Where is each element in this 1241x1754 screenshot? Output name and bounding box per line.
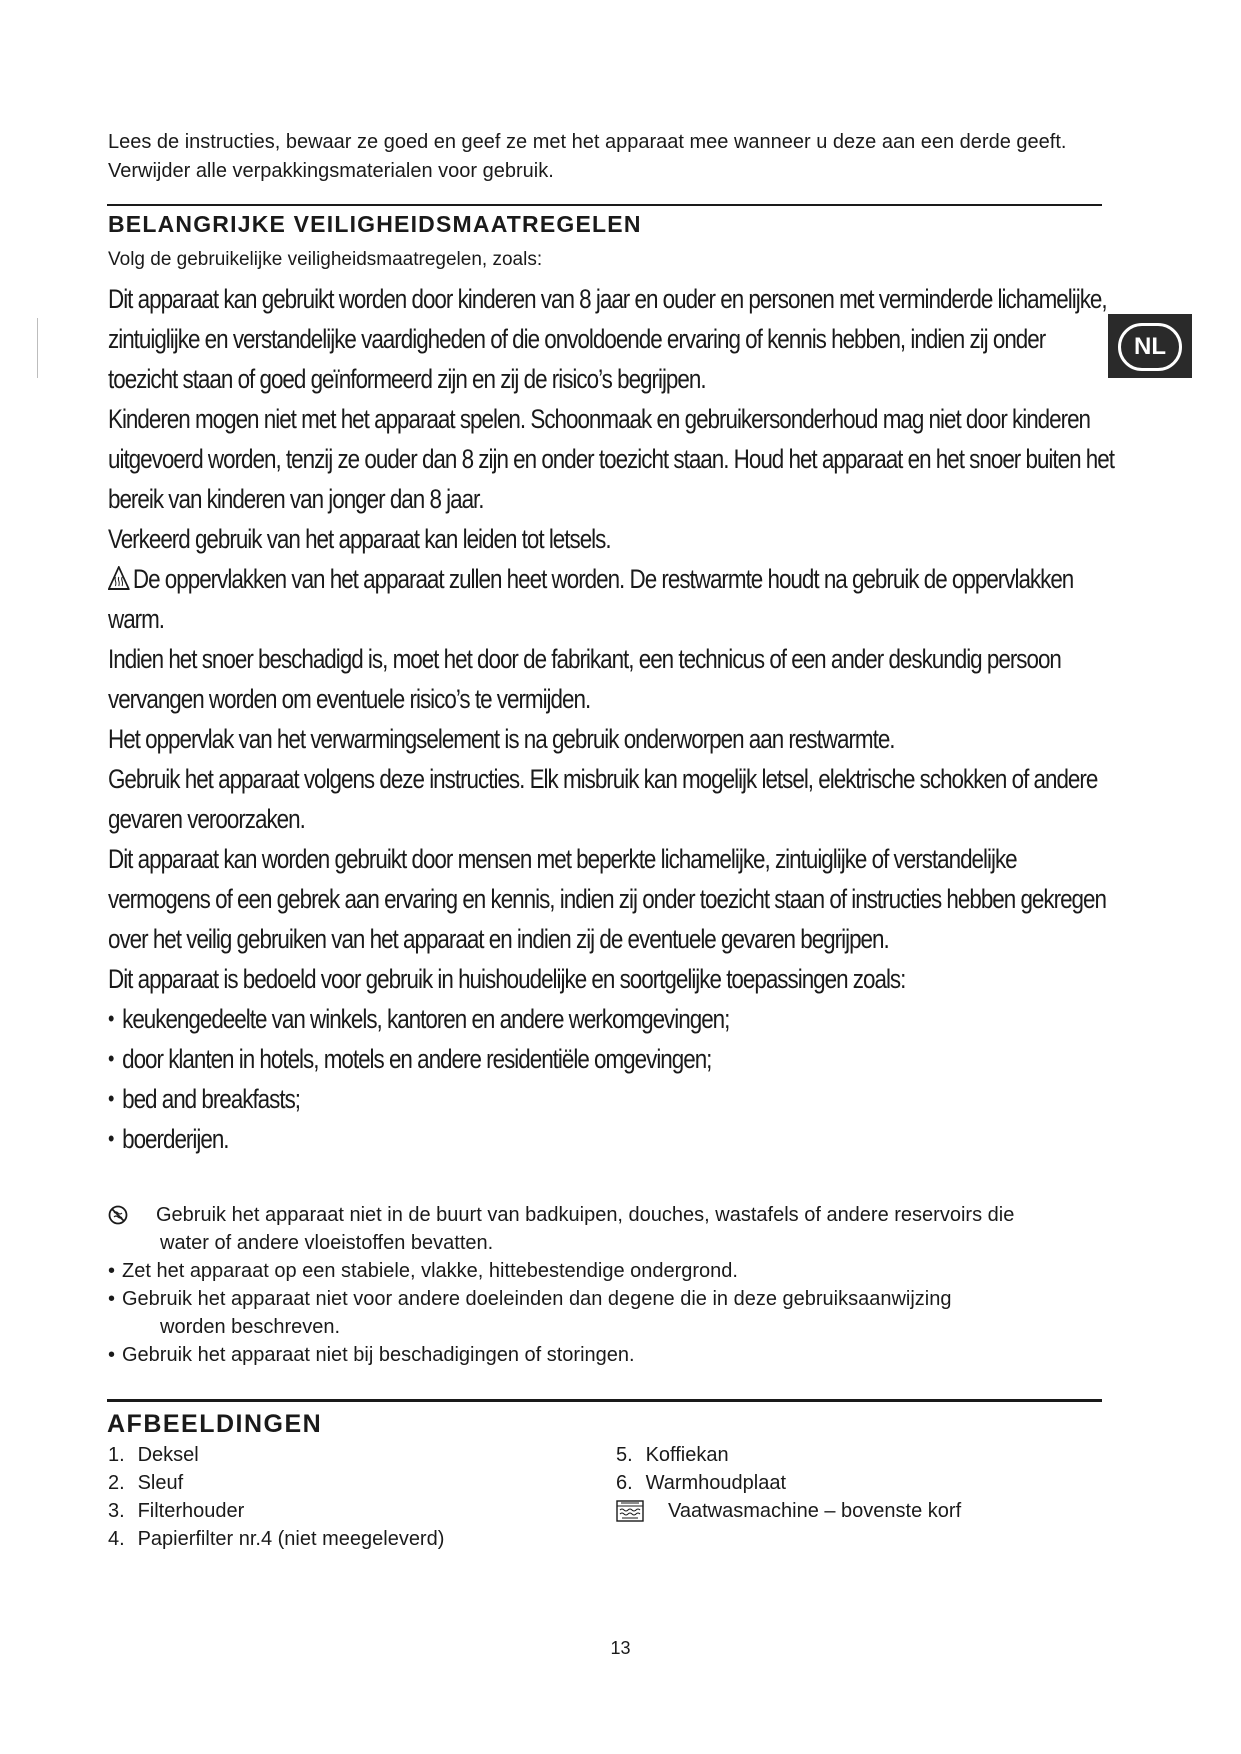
hot-surface-warning-icon	[108, 566, 130, 590]
margin-mark	[37, 318, 38, 378]
small-bullet: • Gebruik het apparaat niet voor andere doeleinden dan degene die in deze gebruiksaanwijzing	[108, 1288, 952, 1310]
safety-paragraph: Gebruik het apparaat volgens deze instructies. Elk misbruik kan mogelijk letsel, elektrische schokken of andere gevaren veroorzaken.	[108, 764, 1098, 834]
figure-item: 3. Filterhouder	[108, 1500, 245, 1522]
small-bullet-text: Zet het apparaat op een stabiele, vlakke, hittebestendige ondergrond.	[122, 1260, 738, 1282]
water-warning-text: Gebruik het apparaat niet in de buurt van badkuipen, douches, wastafels of andere reservoirs die	[156, 1204, 1015, 1226]
dishwasher-label: Vaatwasmachine – bovenste korf	[668, 1500, 962, 1522]
section-divider	[107, 1399, 1102, 1402]
figure-item: 4. Papierfilter nr.4 (niet meegeleverd)	[108, 1528, 445, 1550]
small-bullet-continued: worden beschreven.	[160, 1316, 341, 1338]
small-bullet-text: Gebruik het apparaat niet voor andere doeleinden dan degene die in deze gebruiksaanwijzing	[122, 1288, 952, 1310]
figure-item: 1. Deksel	[108, 1444, 199, 1466]
figure-item: 2. Sleuf	[108, 1472, 184, 1494]
usage-bullet: • bed and breakfasts;	[108, 1079, 1118, 1119]
safety-subheading: Volg de gebruikelijke veiligheidsmaatregelen, zoals:	[108, 249, 543, 270]
small-bullet: • Gebruik het apparaat niet bij beschadigingen of storingen.	[108, 1344, 635, 1366]
safety-paragraph: Dit apparaat kan worden gebruikt door mensen met beperkte lichamelijke, zintuiglijke of verstandelijke vermogens of een gebrek aan ervaring en kennis, indien zij onder toezicht staan of instructies hebben gekregen over het veilig gebruiken van het apparaat en indien zij de eventuele gevaren begrijpen.	[108, 844, 1106, 954]
safety-paragraph: Verkeerd gebruik van het apparaat kan leiden tot letsels.	[108, 524, 611, 554]
no-water-icon	[108, 1205, 128, 1225]
language-badge	[1108, 314, 1192, 378]
safety-paragraph: Indien het snoer beschadigd is, moet het door de fabrikant, een technicus of een ander deskundig persoon vervangen worden om eventuele risico’s te vermijden.	[108, 644, 1061, 714]
small-bullet: • Zet het apparaat op een stabiele, vlakke, hittebestendige ondergrond.	[108, 1260, 738, 1282]
figure-list-left	[108, 1441, 444, 1553]
figure-item: 6. Warmhoudplaat	[616, 1472, 787, 1494]
water-warning	[108, 1201, 1088, 1229]
safety-paragraph-hot	[108, 559, 1118, 639]
page-number: 13	[610, 1638, 631, 1658]
dishwasher-item	[616, 1497, 961, 1525]
small-instructions	[108, 1201, 1088, 1369]
water-warning-continued: water of andere vloeistoffen bevatten.	[160, 1232, 494, 1254]
figure-item: 5. Koffiekan	[616, 1444, 729, 1466]
safety-heading: BELANGRIJKE VEILIGHEIDSMAATREGELEN	[108, 211, 642, 237]
usage-bullet: • door klanten in hotels, motels en andere residentiële omgevingen;	[108, 1039, 1118, 1079]
figure-list-right	[616, 1441, 961, 1525]
dishwasher-icon	[616, 1500, 644, 1522]
language-code: NL	[1134, 333, 1166, 360]
safety-body	[108, 279, 1118, 1159]
section-divider	[107, 204, 1102, 206]
safety-paragraph: Dit apparaat is bedoeld voor gebruik in huishoudelijke en soortgelijke toepassingen zoals:	[108, 964, 906, 994]
safety-paragraph: Kinderen mogen niet met het apparaat spelen. Schoonmaak en gebruikersonderhoud mag niet door kinderen uitgevoerd worden, tenzij ze ouder dan 8 zijn en onder toezicht staan. Houd het apparaat en het snoer buiten het bereik van kinderen van jonger dan 8 jaar.	[108, 404, 1114, 514]
figures-heading: AFBEELDINGEN	[107, 1410, 323, 1438]
usage-bullet: • keukengedeelte van winkels, kantoren en andere werkomgevingen;	[108, 999, 1118, 1039]
intro-text: Lees de instructies, bewaar ze goed en geef ze met het apparaat mee wanneer u deze aan een derde geeft. Verwijder alle verpakkingsmaterialen voor gebruik.	[108, 131, 1067, 182]
hot-surface-text: De oppervlakken van het apparaat zullen heet worden. De restwarmte houdt na gebruik de oppervlakken warm.	[108, 564, 1074, 634]
small-bullet-text: Gebruik het apparaat niet bij beschadigingen of storingen.	[122, 1344, 635, 1366]
safety-paragraph: Dit apparaat kan gebruikt worden door kinderen van 8 jaar en ouder en personen met verminderde lichamelijke, zintuiglijke en verstandelijke vaardigheden of die onvoldoende ervaring of kennis hebben, indien zij onder toezicht staan of goed geïnformeerd zijn en zij de risico’s begrijpen.	[108, 284, 1107, 394]
usage-bullet: • boerderijen.	[108, 1119, 1118, 1159]
safety-paragraph: Het oppervlak van het verwarmingselement is na gebruik onderworpen aan restwarmte.	[108, 724, 895, 754]
